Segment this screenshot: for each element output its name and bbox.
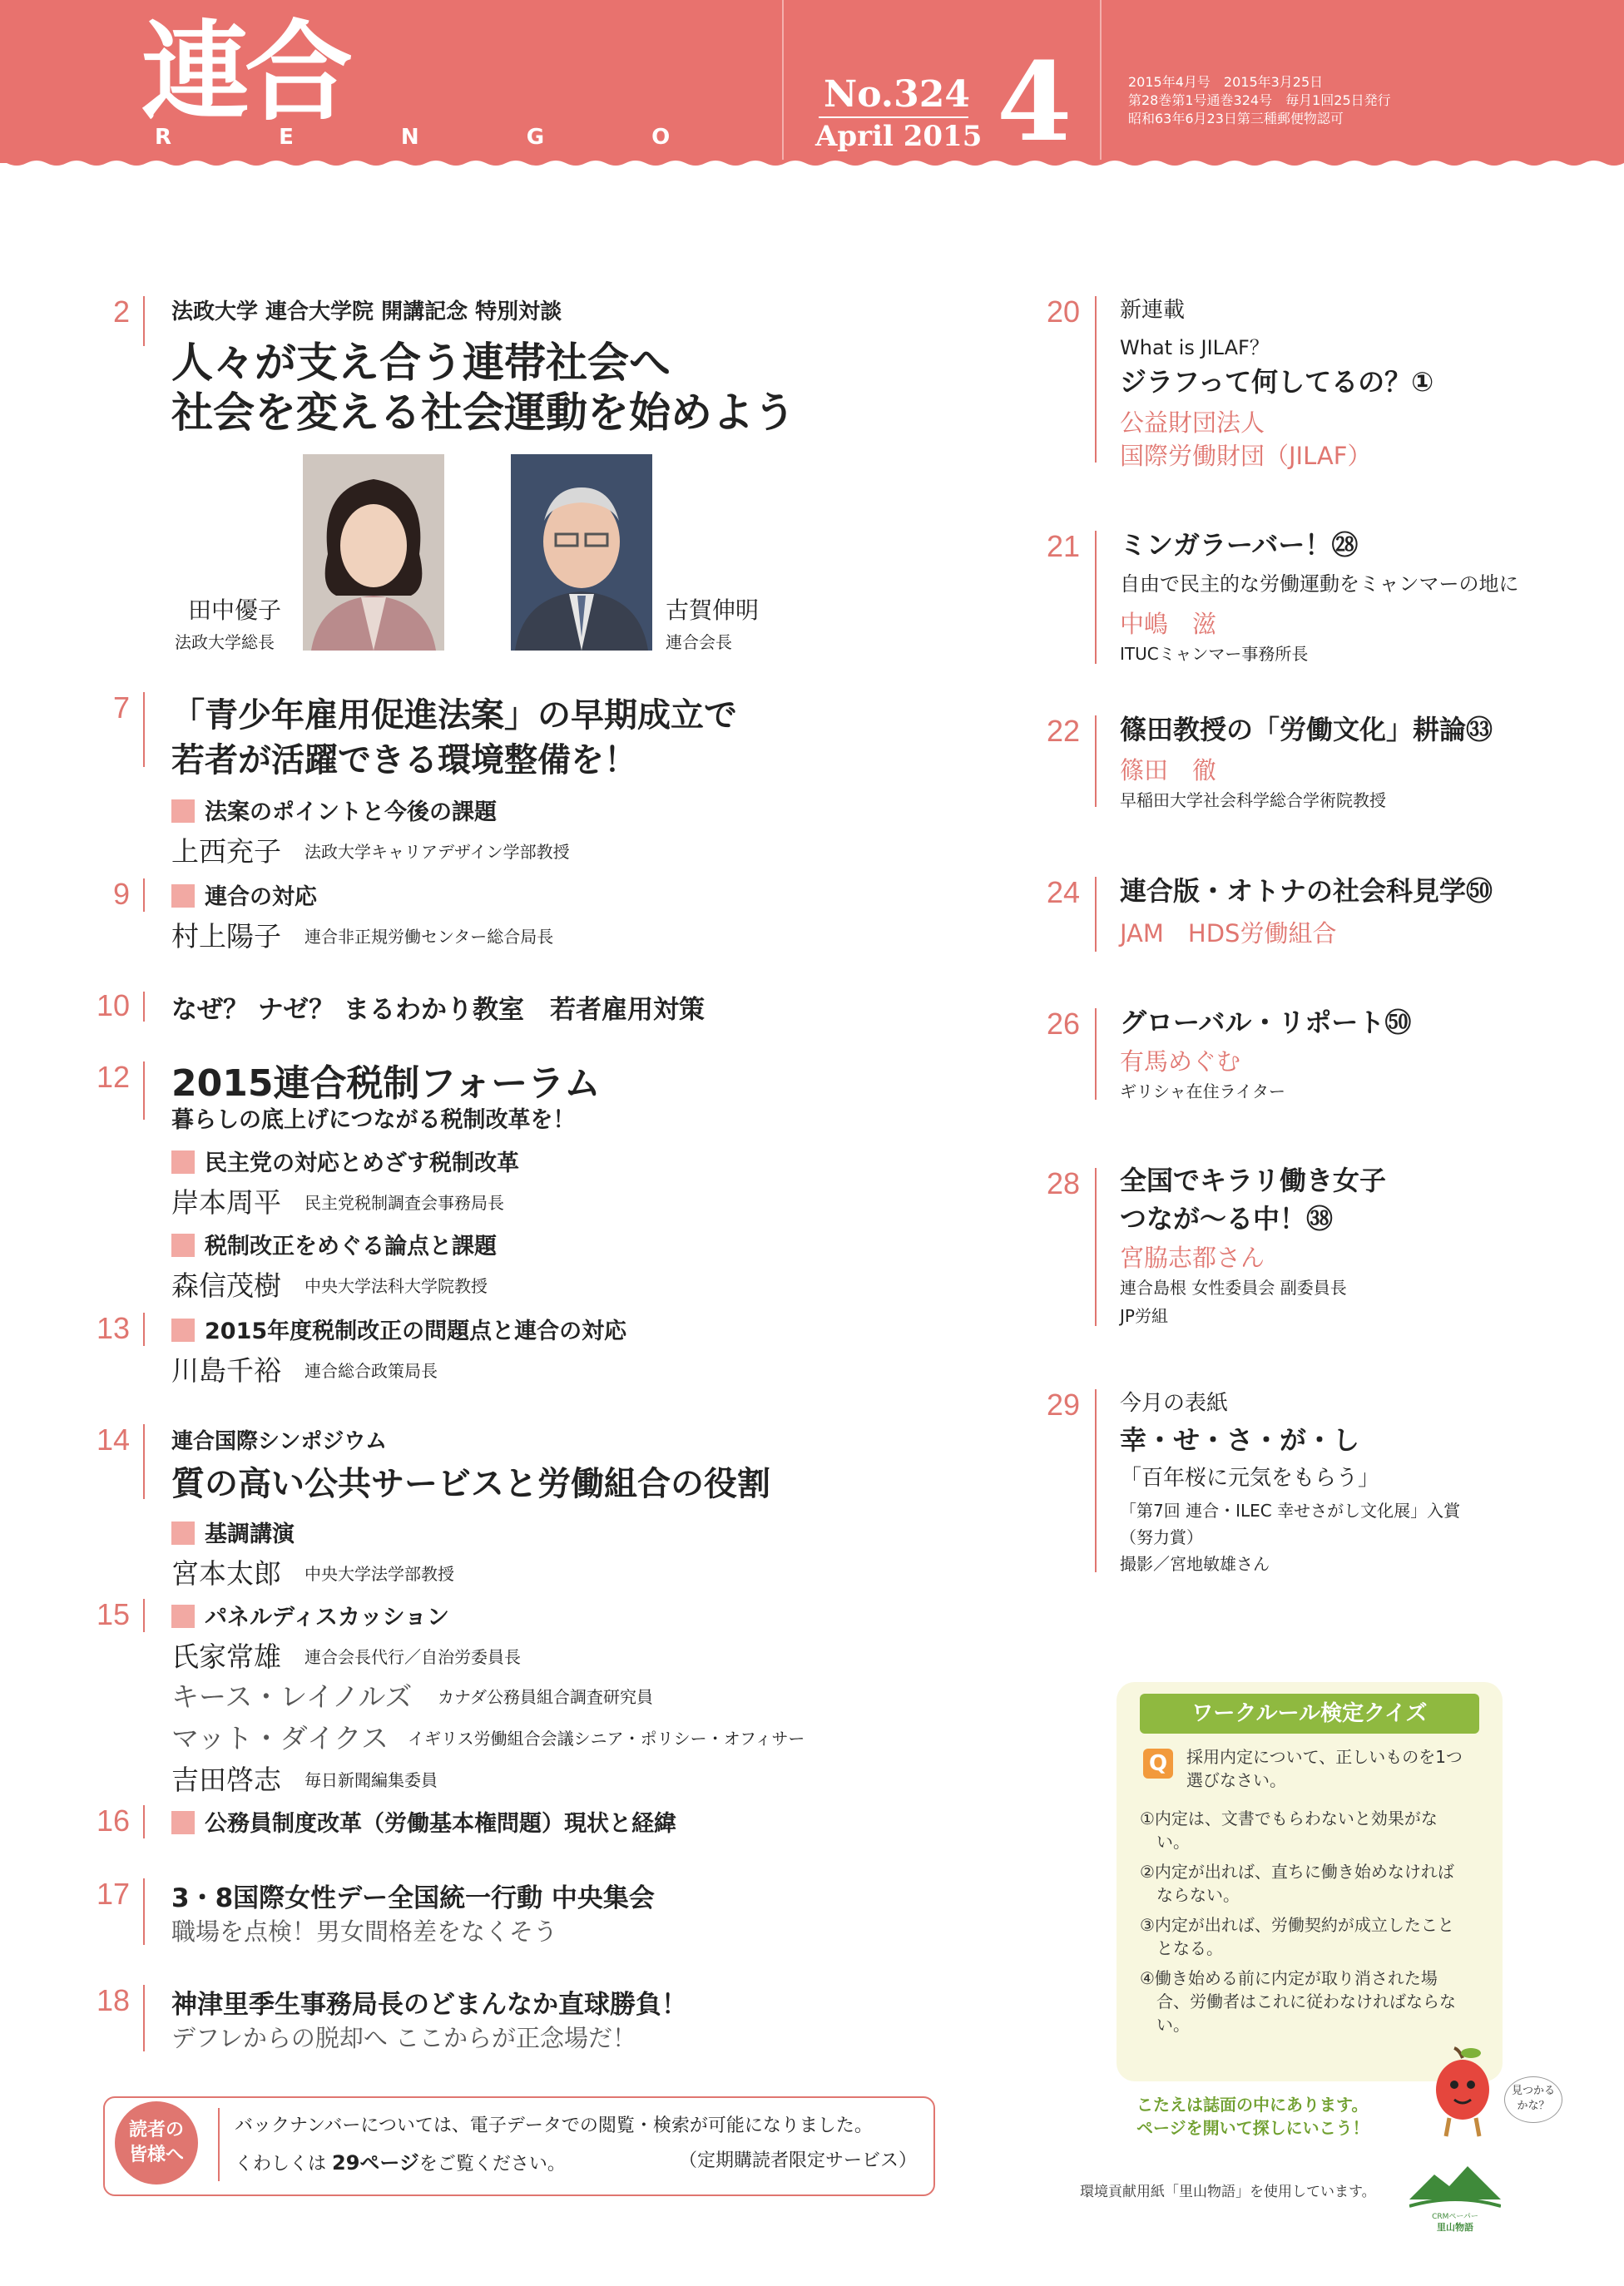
- kicker: 新連載: [1120, 298, 1186, 323]
- eco-note: 環境貢献用紙「里山物語」を使用しています。: [1080, 2184, 1376, 2200]
- person-name: 森信茂樹: [171, 1269, 281, 1302]
- article-line: 「百年桜に元気をもらう」: [1120, 1466, 1380, 1491]
- article-title: 人々が支え合う連帯社会へ: [171, 338, 671, 387]
- section-bar: [143, 1985, 145, 2051]
- article-subtitle: 暮らしの底上げにつながる税制改革を！: [171, 1107, 576, 1133]
- notice-badge: 読者の 皆様へ: [115, 2101, 198, 2185]
- header-divider: [1100, 0, 1102, 160]
- page-number: 12: [96, 1060, 130, 1094]
- person-role: イギリス労働組合会議シニア・ポリシー・オフィサー: [408, 1729, 805, 1749]
- section-bar: [143, 1061, 145, 1120]
- page-number: 28: [1046, 1166, 1080, 1200]
- section-bar: [1095, 1008, 1097, 1100]
- quiz-option: ④働き始める前に内定が取り消された場 合、労働者はこれに従わなければならな い。: [1140, 1968, 1456, 2035]
- article-line: What is JILAF？: [1120, 336, 1270, 359]
- author-role: ギリシャ在住ライター: [1120, 1081, 1285, 1101]
- section-bar: [143, 878, 145, 912]
- sub-heading: 法案のポイントと今後の課題: [171, 794, 497, 826]
- bullet-square: [171, 1150, 195, 1174]
- logo-subtext: R E N G O: [155, 125, 720, 150]
- bullet-square: [171, 884, 195, 908]
- page-number: 18: [96, 1983, 130, 2017]
- person-role: 法政大学キャリアデザイン学部教授: [304, 842, 570, 862]
- article-title: グローバル・リポート㊿: [1120, 1007, 1412, 1038]
- article-title: 連合版・オトナの社会科見学㊿: [1120, 875, 1493, 907]
- author-name: 有馬めぐむ: [1120, 1047, 1241, 1076]
- article-title: 篠田教授の「労働文化」耕論㉝: [1120, 714, 1493, 745]
- person-role: カナダ公務員組合調査研究員: [438, 1687, 653, 1707]
- author-role: JP労組: [1120, 1306, 1168, 1326]
- section-bar: [143, 1313, 145, 1346]
- eco-paper-logo: CRMペーパー 里山物語: [1409, 2163, 1501, 2229]
- sub-heading: 民主党の対応とめざす税制改革: [171, 1145, 519, 1177]
- article-title: 「青少年雇用促進法案」の早期成立で: [171, 696, 737, 735]
- article-title: ジラフって何してるの？①: [1120, 366, 1434, 398]
- section-bar: [1095, 877, 1097, 952]
- person-name: 村上陽子: [171, 920, 281, 952]
- author-name: 公益財団法人: [1120, 408, 1265, 437]
- section-bar: [1095, 531, 1097, 664]
- article-title: 2015連合税制フォーラム: [171, 1062, 601, 1105]
- article-title: 全国でキラリ働き女子: [1120, 1165, 1387, 1196]
- bullet-square: [171, 1234, 195, 1257]
- article-title: 3・8国際女性デー全国統一行動 中央集会: [171, 1883, 655, 1913]
- quiz-answer-note: こたえは誌面の中にあります。 ページを開いて探しにいこう！: [1136, 2095, 1369, 2138]
- question-icon: Q: [1143, 1749, 1173, 1779]
- portrait-photo: [303, 454, 444, 651]
- person-name: 吉田啓志: [171, 1764, 281, 1796]
- page-number: 24: [1046, 875, 1080, 909]
- quiz-option: ①内定は、文書でもらわないと効果がな い。: [1140, 1809, 1438, 1852]
- article-line: 自由で民主的な労働運動をミャンマーの地に: [1120, 572, 1519, 596]
- article-title: 神津里季生事務局長のどまんなか直球勝負！: [171, 1990, 687, 2020]
- header-band: [0, 0, 1624, 166]
- author-role: 連合島根 女性委員会 副委員長: [1120, 1278, 1347, 1298]
- page-number: 9: [112, 877, 130, 911]
- article-line: （努力賞）: [1120, 1527, 1203, 1547]
- person-role: 民主党税制調査会事務局長: [304, 1193, 504, 1213]
- kicker: 連合国際シンポジウム: [171, 1429, 388, 1454]
- sub-heading: 2015年度税制改正の問題点と連合の対応: [171, 1313, 626, 1345]
- bullet-square: [171, 1522, 195, 1545]
- portrait-photo: [511, 454, 652, 651]
- publication-info: 2015年4月号 2015年3月25日 第28巻第1号通巻324号 毎月1回25日発行 昭和63年6月23日第三種郵便物認可: [1128, 74, 1391, 126]
- section-bar: [143, 692, 145, 767]
- section-bar: [143, 1805, 145, 1838]
- sub-heading: 基調講演: [171, 1516, 295, 1548]
- section-bar: [1095, 296, 1097, 463]
- kicker: 今月の表紙: [1120, 1391, 1229, 1416]
- section-bar: [143, 992, 145, 1022]
- kicker: 法政大学 連合大学院 開講記念 特別対談: [171, 299, 562, 324]
- person-name: 上西充子: [171, 835, 281, 868]
- page-number: 10: [96, 988, 130, 1022]
- page-number: 16: [96, 1804, 130, 1838]
- issue-rule: [819, 116, 968, 118]
- author-name: JAM HDS労働組合: [1120, 919, 1337, 948]
- sub-heading: 連合の対応: [171, 878, 317, 911]
- sub-heading: パネルディスカッション: [171, 1599, 449, 1631]
- person-role: 中央大学法科大学院教授: [304, 1276, 488, 1296]
- section-bar: [1095, 1389, 1097, 1572]
- sub-heading: 公務員制度改革（労働基本権問題）現状と経緯: [171, 1805, 676, 1838]
- page-number: 7: [112, 690, 130, 725]
- page-number: 21: [1046, 529, 1080, 563]
- person-role: 連合会長: [666, 632, 732, 652]
- section-bar: [143, 296, 145, 346]
- quiz-option: ③内定が出れば、労働契約が成立したこと となる。: [1140, 1915, 1454, 1958]
- bullet-square: [171, 1811, 195, 1834]
- quiz-option: ②内定が出れば、直ちに働き始めなければ ならない。: [1140, 1862, 1454, 1905]
- person-name: 古賀伸明: [666, 596, 760, 624]
- page-number: 22: [1046, 714, 1080, 748]
- person-name: 氏家常雄: [171, 1640, 281, 1673]
- article-title: つなが～る中！㊳: [1120, 1203, 1334, 1235]
- person-role: 毎日新聞編集委員: [304, 1770, 438, 1790]
- person-name: 川島千裕: [171, 1354, 281, 1387]
- section-bar: [1095, 1168, 1097, 1326]
- quiz-title: ワークルール検定クイズ: [1140, 1694, 1479, 1734]
- issue-date: April 2015: [815, 120, 983, 153]
- article-title: ミンガラーバー！㉘: [1120, 529, 1359, 561]
- issue-month: 4: [997, 38, 1072, 166]
- header-divider: [782, 0, 784, 160]
- quiz-question: 採用内定について、正しいものを1つ 選びなさい。: [1186, 1747, 1463, 1790]
- page-number: 2: [112, 294, 130, 329]
- issue-number: No.324: [824, 73, 970, 116]
- article-title: 幸・せ・さ・が・し: [1120, 1424, 1360, 1456]
- page-number: 20: [1046, 294, 1080, 329]
- person-role: 連合会長代行／自治労委員長: [304, 1647, 521, 1667]
- logo: 連合: [141, 9, 349, 136]
- notice-line: くわしくは 29ページをご覧ください。 （定期購読者限定サービス）: [235, 2150, 917, 2175]
- section-bar: [1095, 715, 1097, 807]
- article-line: 撮影／宮地敏雄さん: [1120, 1554, 1270, 1574]
- article-line: 「第7回 連合・ILEC 幸せさがし文化展」入賞: [1120, 1501, 1461, 1521]
- page-number: 29: [1046, 1388, 1080, 1422]
- author-name: 国際労働財団（JILAF）: [1120, 442, 1372, 470]
- section-bar: [143, 1878, 145, 1945]
- author-name: 篠田 徹: [1120, 756, 1217, 784]
- page-number: 14: [96, 1423, 130, 1457]
- person-name: 岸本周平: [171, 1186, 281, 1219]
- person-role: 連合総合政策局長: [304, 1361, 438, 1381]
- article-title: 質の高い公共サービスと労働組合の役割: [171, 1465, 770, 1503]
- notice-line: バックナンバーについては、電子データでの閲覧・検索が可能になりました。: [235, 2115, 873, 2136]
- article-title: 社会を変える社会運動を始めよう: [171, 388, 795, 437]
- page-number: 13: [96, 1311, 130, 1345]
- author-name: 宮脇志都さん: [1120, 1244, 1265, 1272]
- header-wave: [0, 160, 1624, 168]
- person-name: マット・ダイクス: [171, 1722, 389, 1754]
- article-subtitle: デフレからの脱却へ ここからが正念場だ！: [171, 2024, 637, 2052]
- page-number: 17: [96, 1877, 130, 1911]
- article-title: なぜ？ ナゼ？ まるわかり教室 若者雇用対策: [171, 995, 705, 1025]
- section-bar: [143, 1599, 145, 1632]
- bullet-square: [171, 799, 195, 823]
- author-role: 早稲田大学社会科学総合学術院教授: [1120, 790, 1386, 810]
- person-name: キース・レイノルズ: [171, 1680, 413, 1713]
- person-name: 田中優子: [188, 596, 282, 624]
- person-role: 中央大学法学部教授: [304, 1564, 454, 1584]
- page-number: 26: [1046, 1007, 1080, 1041]
- page-number: 15: [96, 1597, 130, 1631]
- bullet-square: [171, 1605, 195, 1628]
- bullet-square: [171, 1319, 195, 1342]
- mascot-speech-bubble: 見つかる かな？: [1504, 2076, 1562, 2123]
- article-subtitle: 職場を点検！男女間格差をなくそう: [171, 1917, 558, 1946]
- article-title: 若者が活躍できる環境整備を！: [171, 741, 637, 779]
- notice-divider: [218, 2108, 220, 2181]
- person-name: 宮本太郎: [171, 1557, 281, 1590]
- apple-mascot-icon: [1426, 2046, 1501, 2138]
- sub-heading: 税制改正をめぐる論点と課題: [171, 1228, 497, 1260]
- author-role: ITUCミャンマー事務所長: [1120, 644, 1309, 664]
- author-name: 中嶋 滋: [1120, 610, 1217, 638]
- person-role: 連合非正規労働センター総合局長: [304, 927, 554, 947]
- section-bar: [143, 1424, 145, 1499]
- person-role: 法政大学総長: [175, 632, 275, 652]
